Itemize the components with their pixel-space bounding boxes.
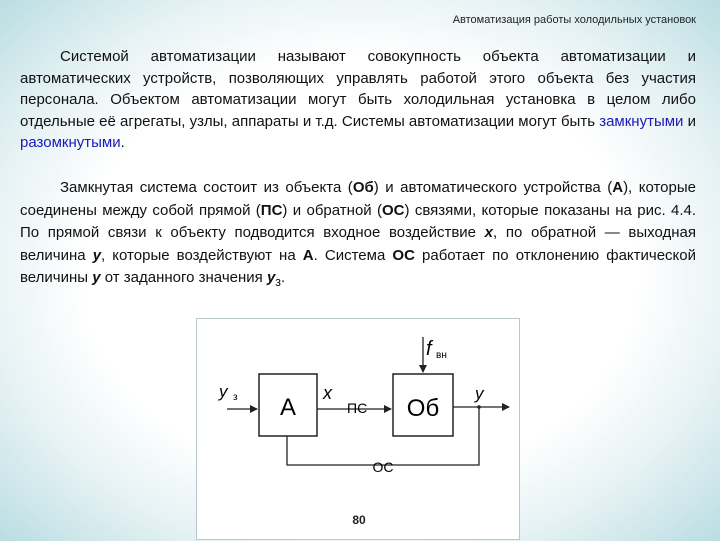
term-os: ОС xyxy=(382,201,405,219)
input-label: у xyxy=(219,382,228,401)
term-ps: ПС xyxy=(260,201,283,219)
input-subscript: з xyxy=(233,392,238,403)
disturbance-subscript: вн xyxy=(436,350,447,361)
text: работает по отклонению фактической величины xyxy=(20,246,696,286)
page-header: Автоматизация работы холодильных установок xyxy=(452,14,696,26)
text: ) и обратной ( xyxy=(282,201,383,219)
block-diagram-svg xyxy=(197,319,521,541)
paragraph-definition xyxy=(20,46,696,154)
link-open-systems[interactable]: разомкнутыми xyxy=(20,134,121,151)
var-y: y xyxy=(92,246,102,264)
forward-link-label: ПС xyxy=(347,400,368,416)
text: ) и автоматического устройства ( xyxy=(373,179,613,196)
text: Системой автоматизации называют совокупность объекта автоматизации и автоматических устройств, позволяющих управлять работой этого объекта без участия персонала. Объектом автоматизации могут быть холодильная установка в целом либо отдельные её агрегаты, узлы, аппараты и т.д. Системы автоматизации могут быть xyxy=(20,48,696,130)
figure-block-diagram xyxy=(196,318,520,540)
text: от заданного значения xyxy=(100,269,267,286)
term-a: А xyxy=(302,246,314,264)
paragraph-closed-system xyxy=(20,177,696,294)
subscript: з xyxy=(275,275,282,289)
link-closed-systems[interactable]: замкнутыми xyxy=(599,112,684,130)
term-os: ОС xyxy=(392,246,415,264)
term-ob: Об xyxy=(352,179,374,196)
var-y-set: y xyxy=(266,269,276,286)
var-x: x xyxy=(484,224,494,241)
text: ), которые соединены между собой прямой ( xyxy=(20,179,696,219)
block-a-label: А xyxy=(279,394,297,421)
block-ob-label: Об xyxy=(406,395,440,422)
text: , которые воздействуют на xyxy=(101,246,303,264)
text: , по обратной — выходная величина xyxy=(20,224,696,264)
x-label: х xyxy=(323,383,332,403)
feedback-label: ОС xyxy=(372,459,394,475)
page-number: 80 xyxy=(352,513,366,527)
term-a: А xyxy=(612,179,624,196)
text: . xyxy=(281,269,286,286)
var-y: y xyxy=(92,269,101,286)
text: . Система xyxy=(313,246,393,264)
text: ) связями, которые показаны на рис. 4.4. По прямой связи к объекту подводится входное воздействие xyxy=(20,201,696,241)
disturbance-label: f xyxy=(426,338,432,360)
text: . xyxy=(120,134,125,151)
output-label: у xyxy=(475,384,484,403)
text: Замкнутая система состоит из объекта ( xyxy=(60,179,353,196)
text: и xyxy=(683,112,696,130)
